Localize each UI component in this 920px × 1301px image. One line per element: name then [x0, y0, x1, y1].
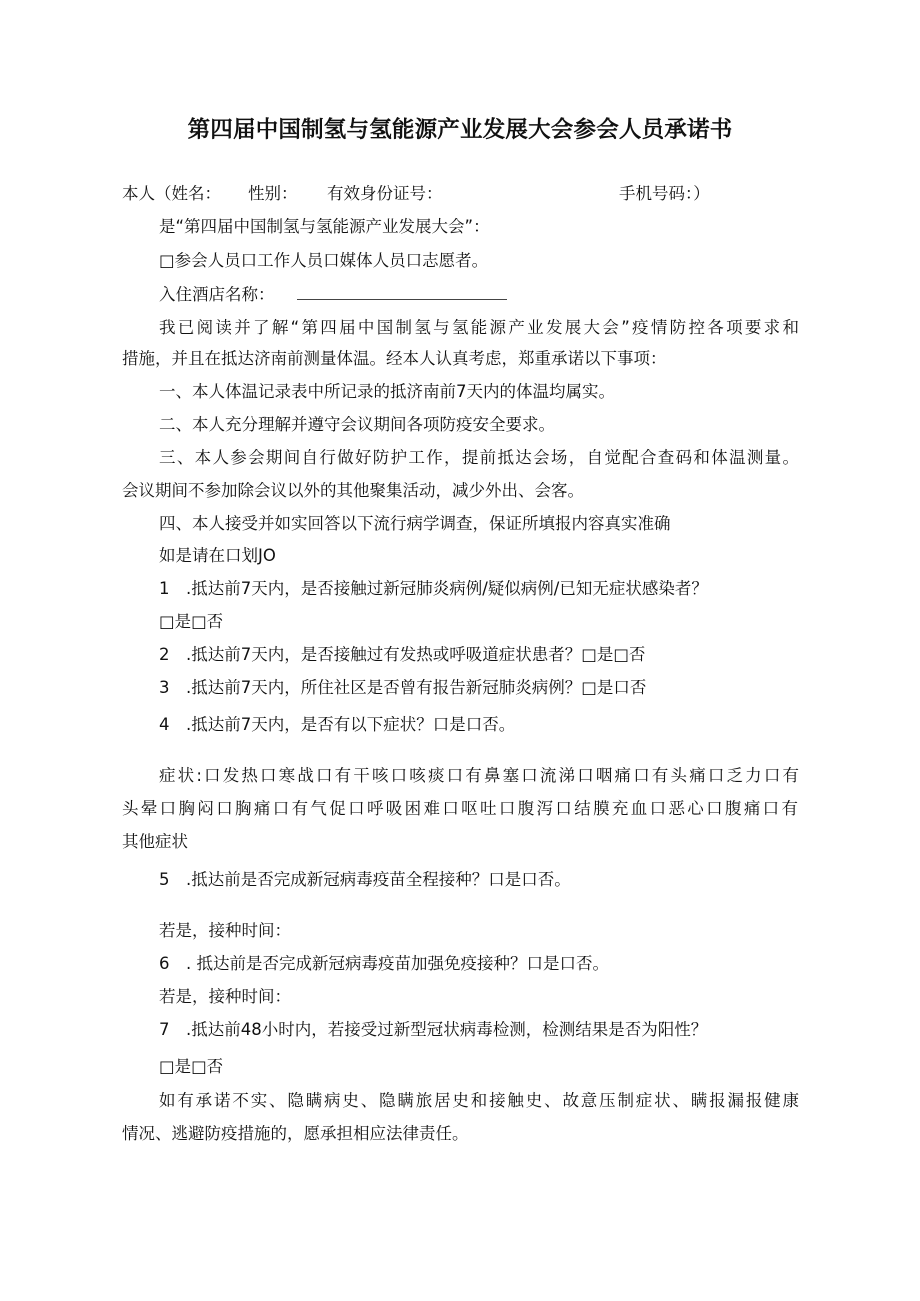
- question-1-options[interactable]: □是□否: [159, 612, 224, 631]
- identity-line: 是“第四届中国制氢与氢能源产业发展大会”：: [159, 217, 490, 236]
- hotel-name-field[interactable]: [297, 287, 507, 300]
- symptoms-line-2[interactable]: 头晕口胸闷口胸痛口有气促口呼吸困难口呕吐口腹泻口结膜充血口恶心口腹痛口有: [122, 799, 798, 818]
- mark-instruction: 如是请在口划JO: [159, 546, 276, 565]
- question-6[interactable]: 6 . 抵达前是否完成新冠病毒疫苗加强免疫接种？口是口否。: [159, 954, 609, 973]
- symptoms-line-3: 其他症状: [122, 832, 188, 851]
- statement-paragraph-line-2: 措施，并且在抵达济南前测量体温。经本人认真考虑，郑重承诺以下事项：: [122, 349, 667, 368]
- id-number-label: 有效身份证号：: [327, 184, 443, 203]
- hotel-label: 入住酒店名称：: [159, 285, 275, 304]
- question-7: 7 .抵达前48小时内，若接受过新型冠状病毒检测，检测结果是否为阳性？: [159, 1020, 708, 1039]
- question-3[interactable]: 3 .抵达前7天内，所住社区是否曾有报告新冠肺炎病例？□是口否: [159, 678, 647, 697]
- question-5[interactable]: 5 .抵达前是否完成新冠病毒疫苗全程接种？口是口否。: [159, 870, 571, 889]
- commitment-4: 四、本人接受并如实回答以下流行病学调查，保证所填报内容真实准确: [159, 514, 671, 533]
- name-label: 本人（姓名：: [122, 184, 221, 203]
- role-options: □参会人员口工作人员口媒体人员口志愿者。: [159, 251, 489, 270]
- personal-info-line: [122, 183, 802, 205]
- commitment-3-line-2: 会议期间不参加除会议以外的其他聚集活动，减少外出、会客。: [122, 481, 584, 500]
- commitment-2: 二、本人充分理解并遵守会议期间各项防疫安全要求。: [159, 415, 555, 434]
- question-1: 1 .抵达前7天内，是否接触过新冠肺炎病例/疑似病例/已知无症状感染者？: [159, 579, 708, 598]
- phone-label: 手机号码：）: [619, 184, 710, 203]
- question-6-followup[interactable]: 若是，接种时间：: [159, 987, 291, 1006]
- liability-line-1: 如有承诺不实、隐瞒病史、隐瞒旅居史和接触史、故意压制症状、瞒报漏报健康: [159, 1091, 799, 1110]
- question-7-options[interactable]: □是□否: [159, 1057, 224, 1076]
- commitment-1: 一、本人体温记录表中所记录的抵济南前7天内的体温均属实。: [159, 382, 615, 401]
- liability-line-2: 情况、逃避防疫措施的，愿承担相应法律责任。: [122, 1124, 469, 1143]
- gender-label: 性别：: [248, 184, 298, 203]
- statement-paragraph-line-1: 我已阅读并了解“第四届中国制氢与氢能源产业发展大会”疫情防控各项要求和: [159, 318, 799, 337]
- commitment-3-line-1: 三、本人参会期间自行做好防护工作，提前抵达会场，自觉配合查码和体温测量。: [159, 448, 799, 467]
- question-4[interactable]: 4 .抵达前7天内，是否有以下症状？口是口否。: [159, 715, 516, 734]
- hotel-line: [159, 284, 507, 306]
- symptoms-line-1[interactable]: 症状:口发热口寒战口有干咳口咳痰口有鼻塞口流涕口咽痛口有头痛口乏力口有: [159, 766, 799, 785]
- question-5-followup[interactable]: 若是，接种时间：: [159, 921, 291, 940]
- question-2[interactable]: 2 .抵达前7天内，是否接触过有发热或呼吸道症状患者？□是□否: [159, 645, 646, 664]
- document-title: 第四届中国制氢与氢能源产业发展大会参会人员承诺书: [187, 117, 733, 143]
